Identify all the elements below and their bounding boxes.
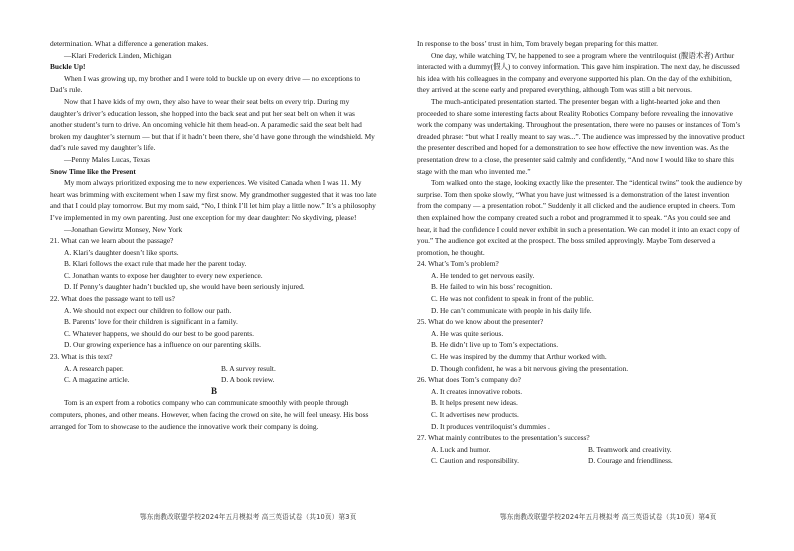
options-27-row1	[417, 444, 745, 456]
paragraph: Now that I have kids of my own, they also have to wear their seat belts on every trip. During my daughter’s driver’s education lesson, she hopped into the back seat and put her seat belt on when it was another student’s turn to drive. An oncoming vehicle hit them head-on. A paramedic said the seat belt had broken my daughter’s sternum — but that if it hadn’t been there, she’d have gone through the windshield. My dad’s rule saved my daughter’s life.	[50, 96, 375, 153]
heading-buckle-up: Buckle Up!	[50, 62, 86, 72]
options-23-row2	[50, 374, 378, 386]
options-27-row2	[417, 455, 745, 467]
paragraph: When I was growing up, my brother and I were told to buckle up on every drive — no exceptions to Dad’s rule.	[50, 73, 361, 95]
signature-klari: —Klari Frederick Linden, Michigan	[64, 50, 172, 60]
option-22d: D. Our growing experience has a influence on our parenting skills.	[64, 340, 262, 350]
option-25c: C. He was inspired by the dummy that Arthur worked with.	[431, 352, 607, 362]
question-26: 26. What does Tom’s company do?	[417, 375, 521, 385]
option-21a: A. Klari’s daughter doesn’t like sports.	[64, 247, 179, 257]
option-24c: C. He was not confident to speak in front of the public.	[431, 294, 594, 304]
signature-jonathan: —Jonathan Gewirtz Monsey, New York	[64, 224, 183, 234]
option-25b: B. He didn’t live up to Tom’s expectations.	[431, 340, 559, 350]
signature-penny: —Penny Males Lucas, Texas	[64, 154, 150, 164]
option-23b: B. A survey result.	[221, 363, 276, 373]
footer-left: 鄂东南教改联盟学校2024年五月模拟考 高三英语试卷（共10页）第3页	[140, 513, 357, 521]
option-27b: B. Teamwork and creativity.	[588, 444, 672, 454]
question-24: 24. What’s Tom’s problem?	[417, 259, 499, 269]
option-24d: D. He can’t communicate with people in his daily life.	[431, 305, 592, 315]
option-22c: C. Whatever happens, we should do our best to be good parents.	[64, 328, 254, 338]
option-22b: B. Parents’ love for their children is significant in a family.	[64, 317, 238, 327]
option-24b: B. He failed to win his boss’ recognition.	[431, 282, 553, 292]
question-25: 25. What do we know about the presenter?	[417, 317, 544, 327]
right-column	[417, 38, 745, 467]
option-26c: C. It advertises new products.	[431, 410, 519, 419]
option-27c: C. Caution and responsibility.	[431, 456, 519, 466]
left-column	[50, 38, 378, 432]
options-23-row1	[50, 363, 378, 375]
option-21d: D. If Penny’s daughter hadn’t buckled up, she would have been seriously injured.	[64, 282, 305, 292]
question-21: 21. What can we learn about the passage?	[50, 236, 174, 246]
paragraph-b: Tom is an expert from a robotics company who can communicate smoothly with people through computers, phones, and other means. However, when facing the crowd on site, he will feel uneasy. His boss arranged for Tom to showcase to the audience the innovative work their company is doing.	[50, 398, 369, 431]
option-23d: D. A book review.	[221, 375, 275, 385]
option-25a: A. He was quite serious.	[431, 328, 504, 338]
option-27d: D. Courage and friendliness.	[588, 456, 673, 466]
option-27a: A. Luck and humor.	[431, 444, 491, 454]
section-b-heading: B	[210, 385, 217, 396]
paragraph: My mom always prioritized exposing me to new experiences. We visited Canada when I was 11. My heart was brimming with excitement when I saw my first snow. My grandmother suggested that it was too late and that I could play tomorrow. But my mom said, “No, I think I’ll let him play a little now.” It’s a philosophy I’ve implemented in my own parenting. Just one exception for my dear daughter: No skydiving, please!	[50, 178, 377, 222]
question-22: 22. What does the passage want to tell us?	[50, 294, 175, 304]
line-top: In response to the boss’ trust in him, Tom bravely began preparing for this matter.	[417, 39, 658, 48]
question-27: 27. What mainly contributes to the presentation’s success?	[417, 433, 590, 443]
paragraph: Tom walked onto the stage, looking exactly like the presenter. The “identical twins” took the audience by surprise. Tom then spoke slowly, “What you have just witnessed is a demonstration of the latest invention from the company — a presentation robot.” Suddenly it all clicked and the audience erupted in cheers. Tom then explained how the company created such a robot and programmed it to speak. “As you could see and hear, it had the confidence I could never exhibit in such a presentation. We can model it into an exact copy of you.” The audience got excited at the prospect. The boss smiled approvingly. Maybe Tom deserved a promotion, he thought.	[417, 178, 743, 257]
option-22a: A. We should not expect our children to follow our path.	[64, 305, 232, 315]
heading-snow-time: Snow Time like the Present	[50, 166, 136, 176]
option-23c: C. A magazine article.	[64, 375, 130, 385]
option-26b: B. It helps present new ideas.	[431, 398, 518, 408]
footer-right: 鄂东南教改联盟学校2024年五月模拟考 高三英语试卷（共10页）第4页	[500, 513, 717, 521]
option-26d: D. It produces ventriloquist’s dummies .	[431, 421, 550, 431]
option-25d: D. Though confident, he was a bit nervous giving the presentation.	[431, 363, 629, 373]
option-23a: A. A research paper.	[64, 363, 124, 373]
option-21c: C. Jonathan wants to expose her daughter to every new experience.	[64, 270, 263, 280]
paragraph: The much-anticipated presentation started. The presenter began with a light-hearted joke and then proceeded to share some interesting facts about Reality Robotics Company before revealing the innovative work the company was undertaking. Throughout the presentation, there were no pauses or instances of Tom’s dreaded phrase: “but what I really meant to say was...”. The audience was impressed by the innovative product the presenter described and hoped for a demonstration to see how effective the new invention was. As the presentation drew to a close, the presenter said calmly and confidently, “And now I would like to share this stage with the man who invented me.”	[417, 96, 745, 176]
option-21b: B. Klari follows the exact rule that made her the parent today.	[64, 259, 247, 269]
paragraph: One day, while watching TV, he happened to see a program where the ventriloquist (腹语术者) Arthur interacted with a dummy(假人) to convey information. This gave him inspiration. The next day, he discussed his idea with his colleagues in the company and everyone supported his plan. On the day of the exhibition, they arrived at the scene early and prepared everything, although Tom was still a bit nervous.	[417, 50, 740, 95]
line-top: determination. What a difference a generation makes.	[50, 39, 209, 48]
option-24a: A. He tended to get nervous easily.	[431, 270, 535, 280]
question-23: 23. What is this text?	[50, 352, 113, 362]
option-26a: A. It creates innovative robots.	[431, 386, 523, 396]
